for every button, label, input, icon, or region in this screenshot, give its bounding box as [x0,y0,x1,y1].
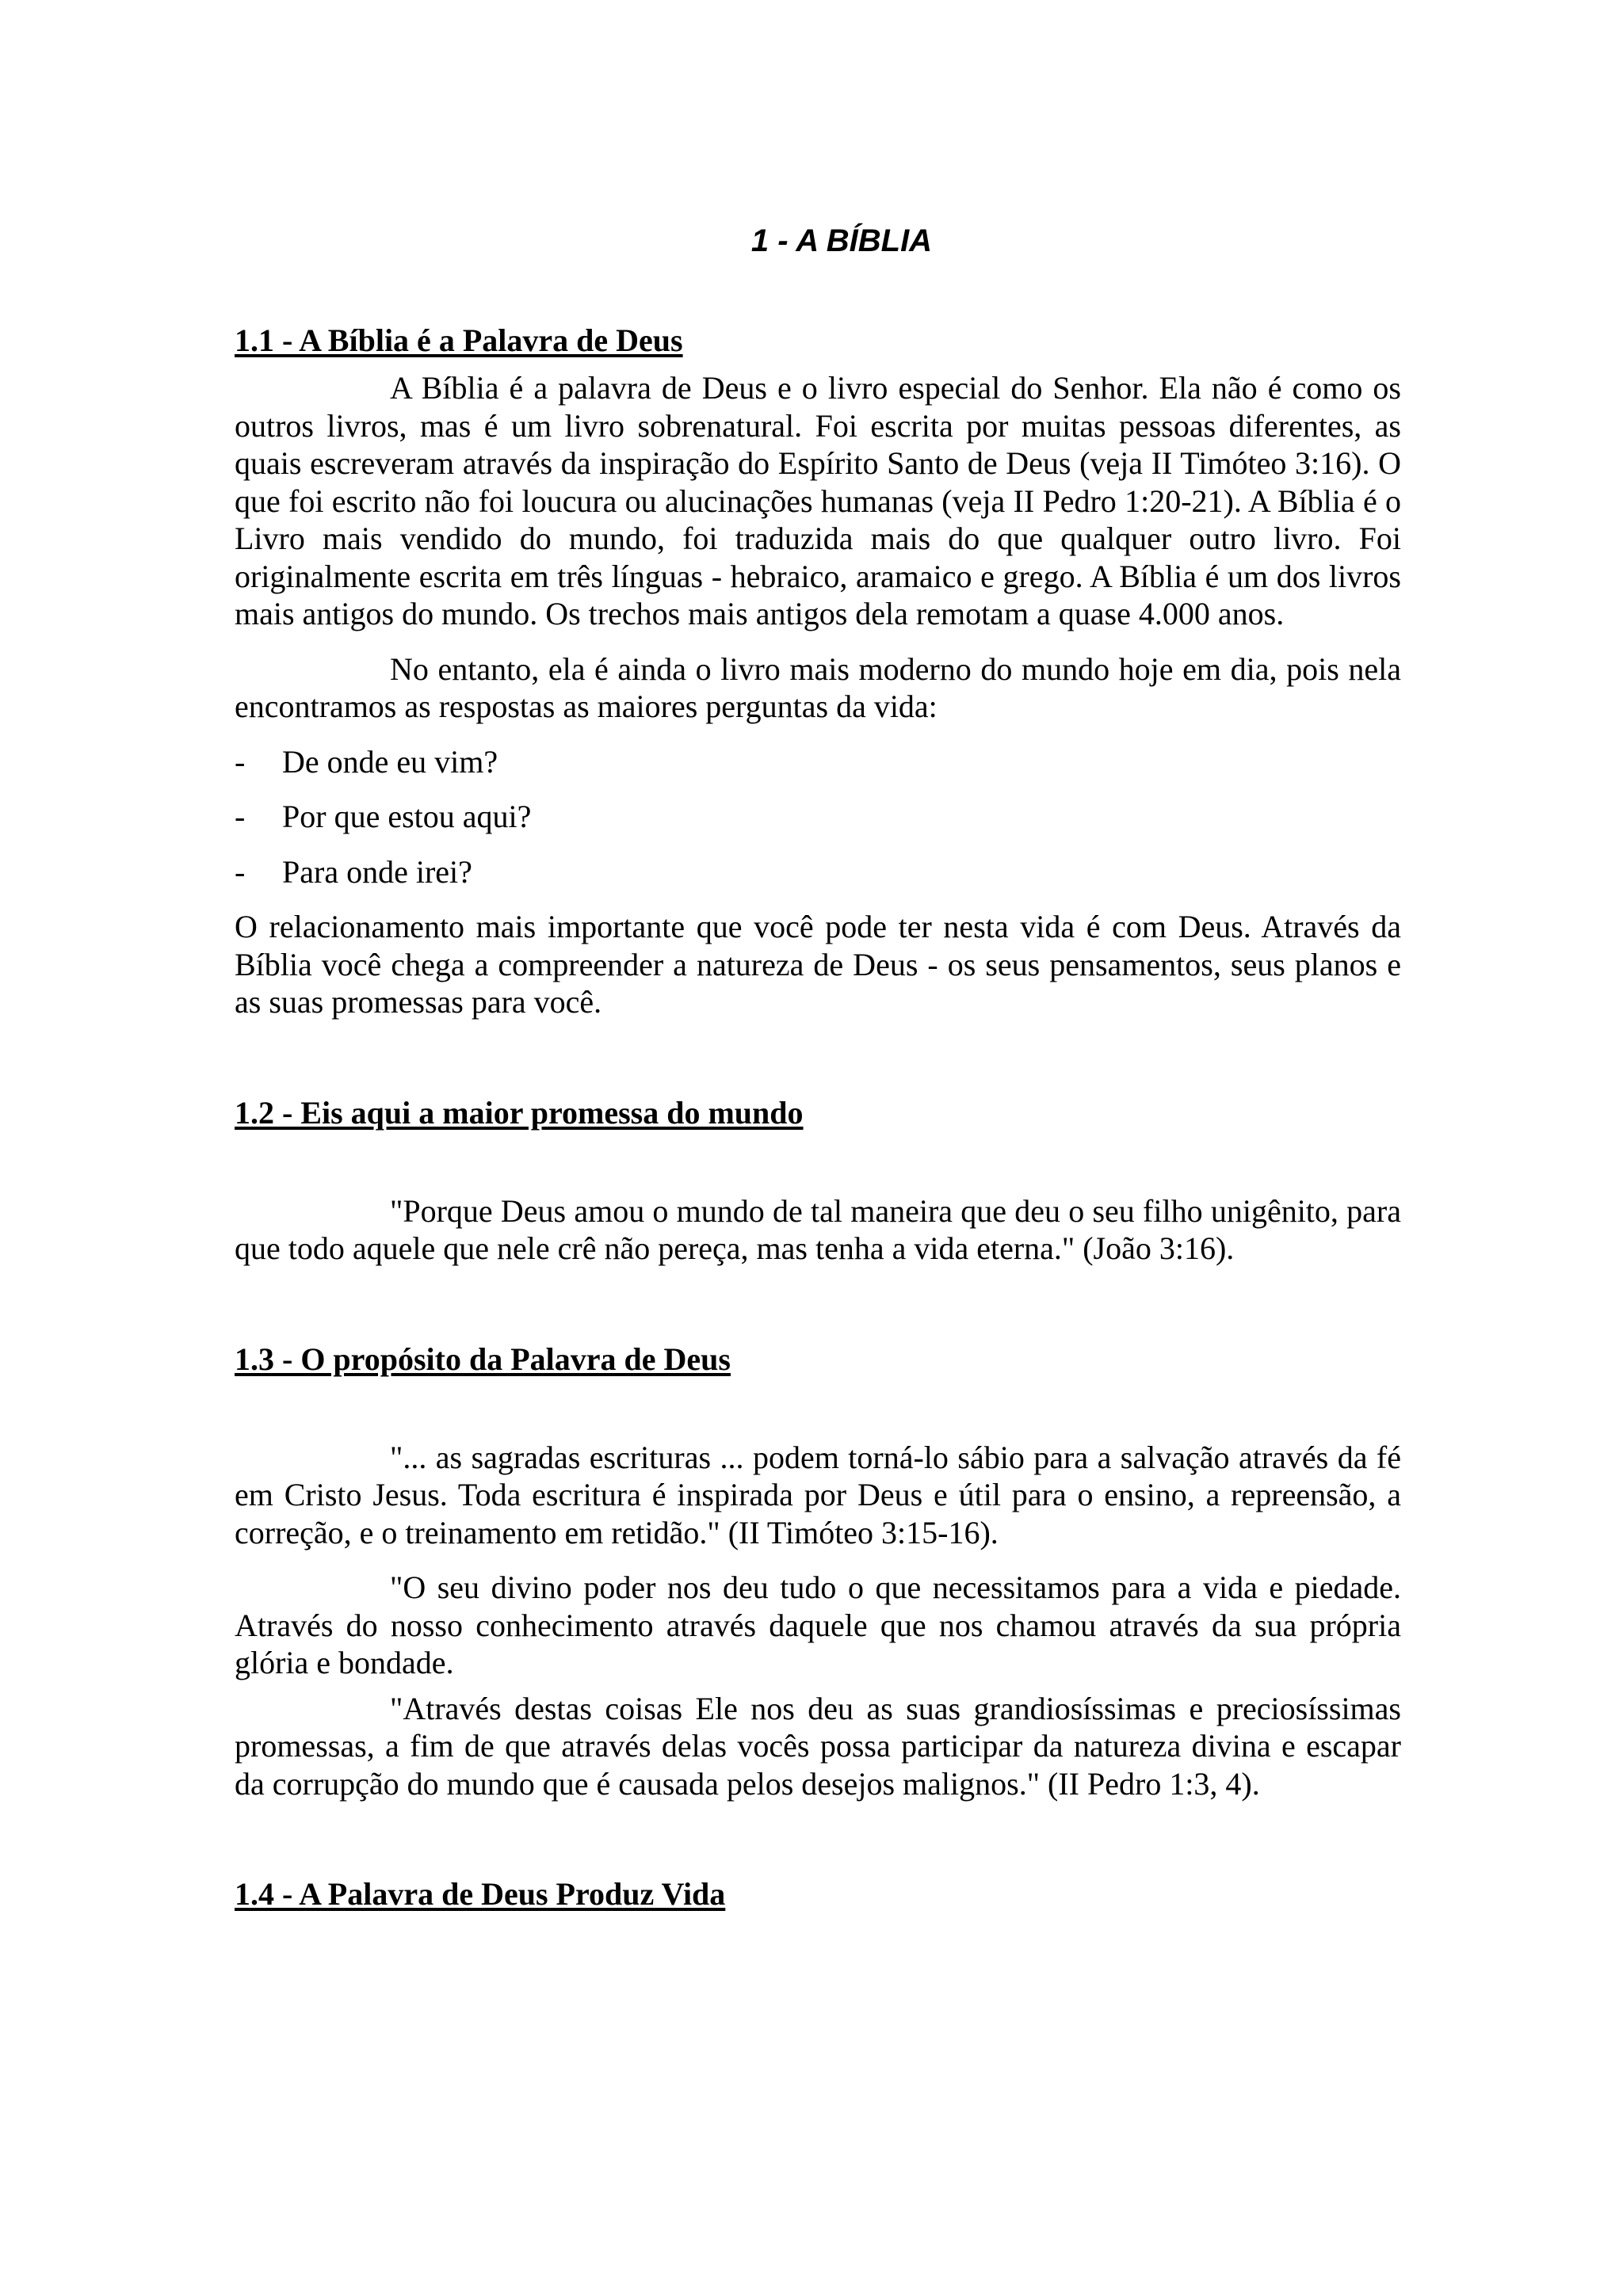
section-3 [235,1341,1401,1803]
document-title: 1 - A BÍBLIA [750,223,933,258]
list-dash: - [235,853,246,890]
section-3-paragraph-2: "O seu divino poder nos deu tudo o que necessitamos para a vida e piedade. Através do nosso conhecimento através daquele que nos chamou através da sua própria glória e bondade. [235,1569,1401,1680]
section-3-heading: 1.3 - O propósito da Palavra de Deus [235,1341,731,1377]
section-3-paragraph-1: "... as sagradas escrituras ... podem torná-lo sábio para a salvação através da fé em Cristo Jesus. Toda escritura é inspirada por Deus e útil para o ensino, a repreensão, a correção, e o treinamento em retidão." (II Timóteo 3:15-16). [235,1439,1401,1550]
list-item-text: Por que estou aqui? [282,799,532,834]
section-2-heading: 1.2 - Eis aqui a maior promessa do mundo [235,1094,804,1131]
list-item [235,743,1401,781]
section-2-paragraph-1: "Porque Deus amou o mundo de tal maneira que deu o seu filho unigênito, para que todo aquele que nele crê não pereça, mas tenha a vida eterna." (João 3:16). [235,1192,1401,1266]
section-1-heading: 1.1 - A Bíblia é a Palavra de Deus [235,322,683,358]
section-1-paragraph-3: O relacionamento mais importante que você pode ter nesta vida é com Deus. Através da Bíblia você chega a compreender a natureza de Deus - os seus pensamentos, seus planos e as suas promessas para você. [235,909,1401,1020]
list-item [235,798,1401,836]
question-list [235,743,1401,891]
list-dash: - [235,799,246,834]
section-1 [235,322,1401,1021]
list-item [235,853,1401,891]
list-dash: - [235,743,246,780]
section-2 [235,1094,1401,1268]
list-item-text: De onde eu vim? [282,743,498,780]
section-3-paragraph-3: "Através destas coisas Ele nos deu as suas grandiosíssimas e preciosíssimas promessas, a fim de que através delas vocês possa participar da natureza divina e escapar da corrupção do mundo que é causada pelos desejos malignos." (II Pedro 1:3, 4). [235,1690,1401,1802]
section-1-paragraph-2: No entanto, ela é ainda o livro mais moderno do mundo hoje em dia, pois nela encontramos as respostas as maiores perguntas da vida: [235,650,1401,724]
section-1-paragraph-1: A Bíblia é a palavra de Deus e o livro especial do Senhor. Ela não é como os outros livros, mas é um livro sobrenatural. Foi escrita por muitas pessoas diferentes, as quais escreveram através da inspiração do Espírito Santo de Deus (veja II Timóteo 3:16). O que foi escrito não foi loucura ou alucinações humanas (veja II Pedro 1:20-21). A Bíblia é o Livro mais vendido do mundo, foi traduzida mais do que qualquer outro livro. Foi originalmente escrita em três línguas - hebraico, aramaico e grego. A Bíblia é um dos livros mais antigos do mundo. Os trechos mais antigos dela remotam a quase 4.000 anos. [235,370,1401,631]
document-page [235,222,1401,1913]
section-4-heading: 1.4 - A Palavra de Deus Produz Vida [235,1876,726,1912]
section-4 [235,1875,1401,1913]
list-item-text: Para onde irei? [282,853,472,890]
